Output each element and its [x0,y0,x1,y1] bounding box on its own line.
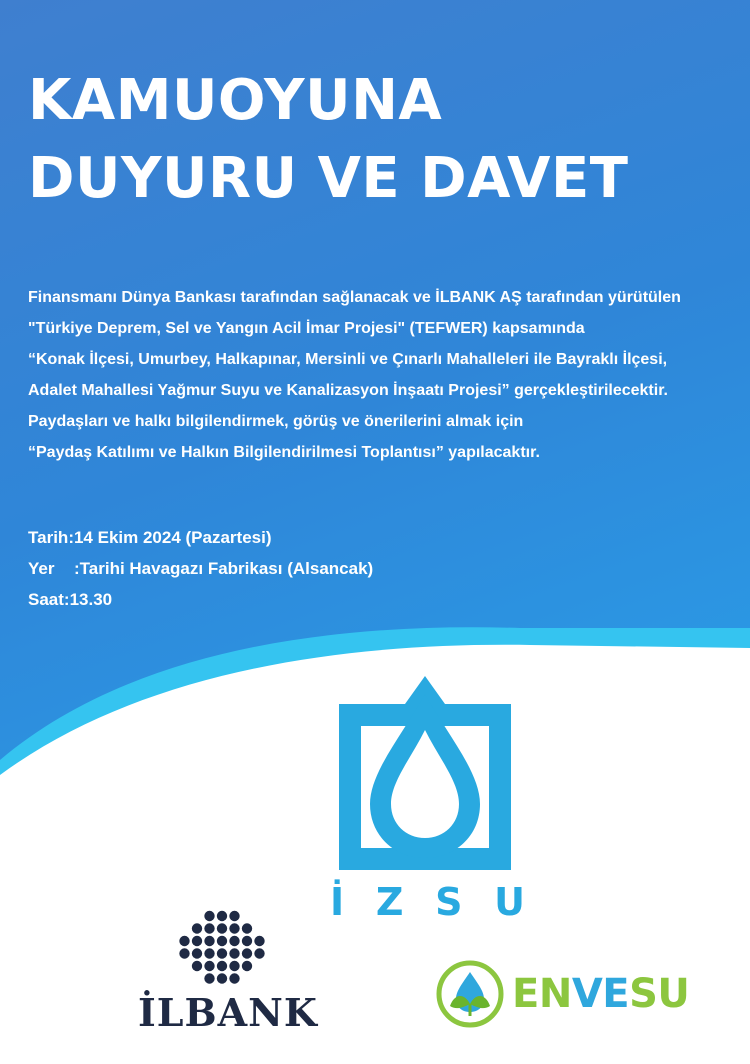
izsu-letter: İ [330,880,345,924]
ilbank-dot [217,911,227,921]
event-time-label: Saat [28,590,64,609]
ilbank-dot [242,961,252,971]
envesu-leaf-drop-icon [436,960,504,1028]
ilbank-dot [217,948,227,958]
ilbank-dot [204,973,214,983]
paragraph-line: “Konak İlçesi, Umurbey, Halkapınar, Mersinli ve Çınarlı Mahalleleri ile Bayraklı İlçesi, [28,351,668,368]
ilbank-dot [217,973,227,983]
ilbank-dot [242,948,252,958]
event-date-label: Tarih [28,528,69,547]
ilbank-dot [229,948,239,958]
izsu-water-drop-icon [335,672,515,872]
ilbank-dots-icon [176,908,268,984]
ilbank-dot [204,911,214,921]
ilbank-dot [217,923,227,933]
event-date-value: :14 Ekim 2024 (Pazartesi) [68,528,272,547]
paragraph-line: Finansmanı Dünya Bankası tarafından sağlanacak ve İLBANK AŞ tarafından yürütülen [28,289,681,306]
ilbank-dot [229,936,239,946]
ilbank-dot [229,961,239,971]
ilbank-dot [204,948,214,958]
ilbank-dot [204,936,214,946]
envesu-text-part: EN [512,971,572,1017]
ilbank-logo-text: İLBANK [138,990,318,1035]
title-line-1: KAMUOYUNA [28,68,443,133]
ilbank-dot [229,973,239,983]
ilbank-dot [229,923,239,933]
ilbank-dot [179,948,189,958]
ilbank-dot [192,948,202,958]
ilbank-dot [192,961,202,971]
ilbank-dot [192,923,202,933]
page-title [28,62,628,218]
event-place-value: :Tarihi Havagazı Fabrikası (Alsancak) [74,559,374,578]
event-details [28,522,373,615]
envesu-text-part: VE [571,971,630,1017]
izsu-letter: Z [375,880,404,924]
announcement-paragraph [28,282,728,468]
event-place-label: Yer [28,559,55,578]
event-place-row [28,553,373,584]
envesu-logo [436,960,689,1028]
envesu-text-part: SU [629,971,690,1017]
ilbank-dot [242,923,252,933]
event-time-row [28,584,373,615]
izsu-letter: U [494,880,525,924]
ilbank-dot [204,961,214,971]
paragraph-line: Paydaşları ve halkı bilgilendirmek, görüş ve önerilerini almak için [28,413,524,430]
izsu-logo-text [330,880,525,924]
paragraph-line: “Paydaş Katılımı ve Halkın Bilgilendirilmesi Toplantısı” yapılacaktır. [28,444,540,461]
paragraph-line: Adalet Mahallesi Yağmur Suyu ve Kanalizasyon İnşaatı Projesi” gerçekleştirilecektir. [28,382,668,399]
ilbank-dot [204,923,214,933]
ilbank-dot [217,936,227,946]
event-date-row [28,522,373,553]
title-line-2: DUYURU VE DAVET [28,146,629,211]
envesu-logo-text [512,971,689,1017]
izsu-letter: S [435,880,463,924]
ilbank-dot [254,936,264,946]
ilbank-dot [242,936,252,946]
ilbank-dot [254,948,264,958]
ilbank-dot [229,911,239,921]
event-time-value: :13.30 [63,590,113,609]
ilbank-dot [217,961,227,971]
ilbank-dot [192,936,202,946]
ilbank-dot [179,936,189,946]
paragraph-line: "Türkiye Deprem, Sel ve Yangın Acil İmar Projesi" (TEFWER) kapsamında [28,320,585,337]
